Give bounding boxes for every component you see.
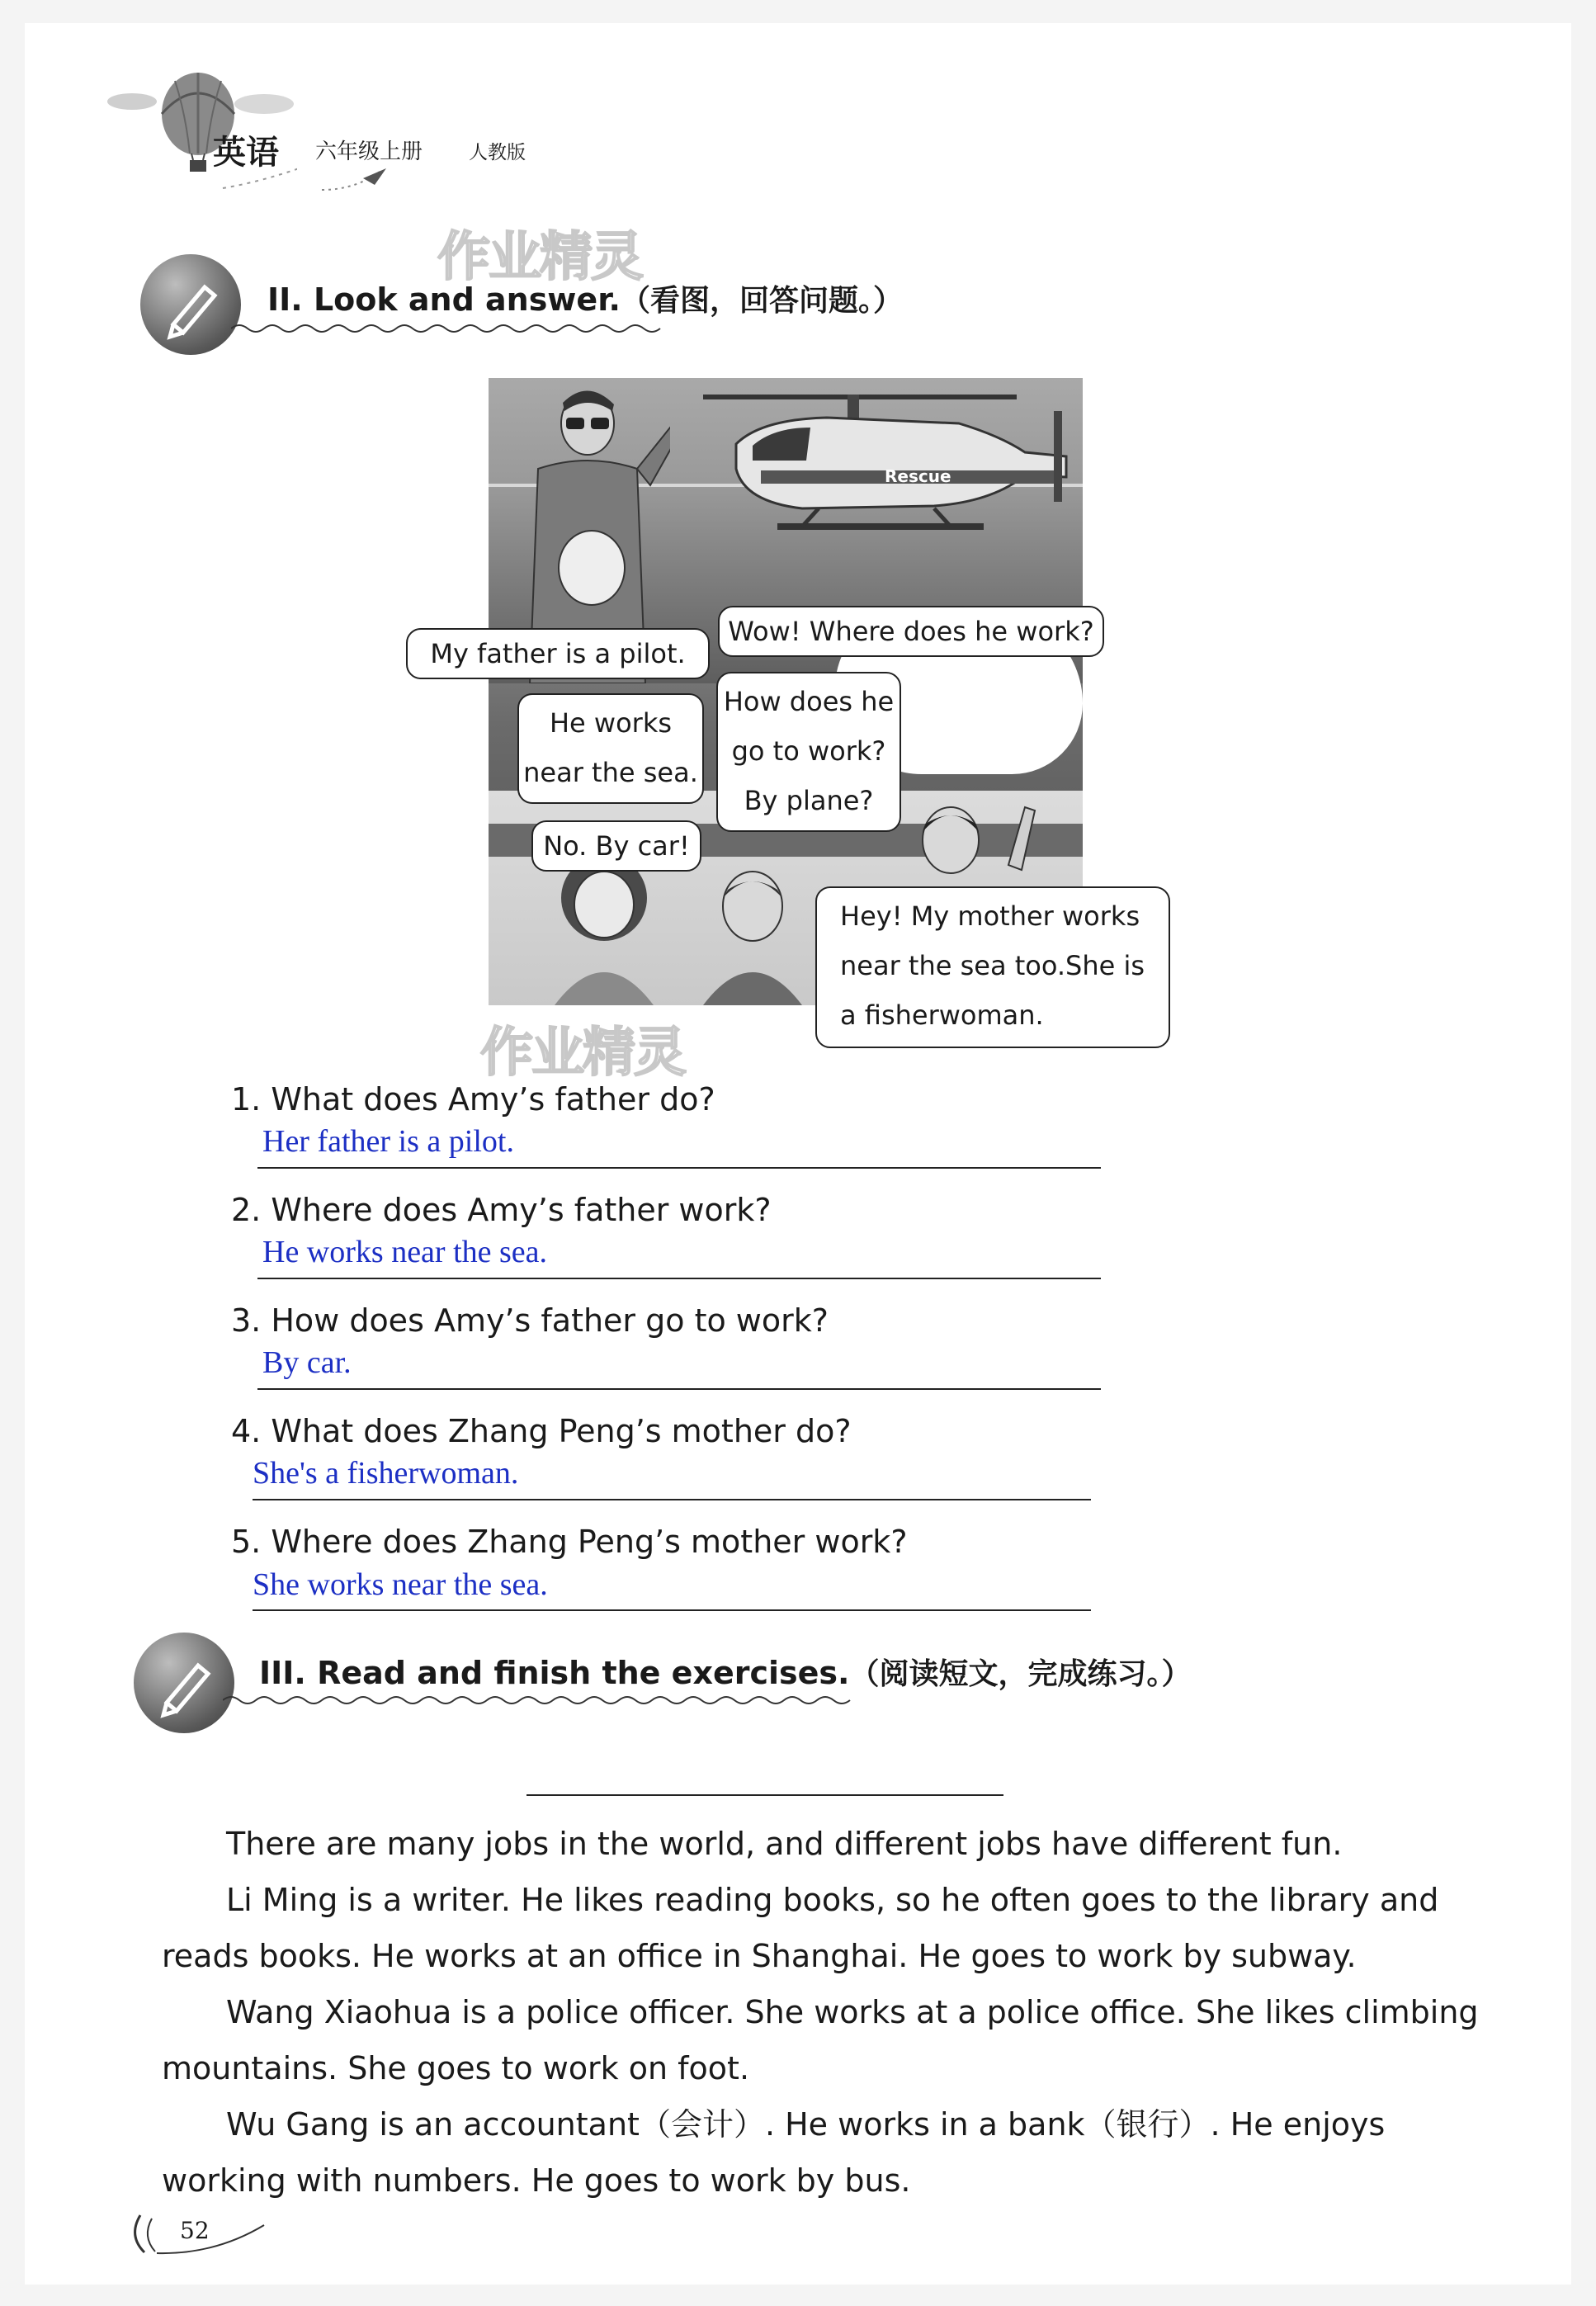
- reading-passage: [162, 1816, 1499, 2209]
- boy-figure: [695, 865, 810, 1005]
- bubble-mother-fisherwoman: [815, 886, 1170, 1048]
- page-number: 52: [180, 2217, 210, 2244]
- header-edition: 人教版: [469, 142, 526, 163]
- workbook-page: [25, 23, 1571, 2285]
- section-2-title: [267, 277, 903, 319]
- answer-3: By car.: [262, 1345, 352, 1380]
- bubble-line: Hey! My mother works: [840, 900, 1140, 932]
- bubble-line: He works: [549, 707, 673, 739]
- watermark: 作业精灵: [437, 227, 642, 288]
- answer-4: She's a fisherwoman.: [253, 1456, 519, 1491]
- bubble-line: By plane?: [744, 785, 874, 816]
- question-2: 2. Where does Amy’s father work?: [231, 1192, 772, 1228]
- pencil-badge-icon: [134, 1633, 234, 1733]
- answer-line: [257, 1167, 1101, 1169]
- question-3: 3. How does Amy’s father go to work?: [231, 1302, 829, 1339]
- bubble-by-car: [531, 820, 701, 872]
- title-blank-line[interactable]: [526, 1794, 1003, 1796]
- bubble-line: go to work?: [731, 735, 886, 767]
- paragraph-3: Wang Xiaohua is a police officer. She works at a police office. She likes climbing mountains. She goes to work on foot.: [162, 1994, 1479, 2086]
- question-1: 1. What does Amy’s father do?: [231, 1081, 715, 1118]
- section-3-title-en: III. Read and finish the exercises.: [259, 1655, 850, 1691]
- bubble-text: My father is a pilot.: [430, 638, 686, 669]
- bubble-text: Wow! Where does he work?: [728, 616, 1094, 647]
- bubble-line: a fisherwoman.: [840, 999, 1044, 1031]
- question-5: 5. Where does Zhang Peng’s mother work?: [231, 1524, 908, 1560]
- bubble-works-near-sea: [517, 693, 704, 804]
- answer-2: He works near the sea.: [262, 1235, 548, 1269]
- answer-line: [253, 1609, 1091, 1611]
- answer-1: Her father is a pilot.: [262, 1124, 514, 1159]
- question-4: 4. What does Zhang Peng’s mother do?: [231, 1413, 852, 1449]
- paragraph-4: Wu Gang is an accountant（会计）. He works in a bank（银行）. He enjoys working with numbers. He goes to work by bus.: [162, 2106, 1386, 2199]
- bubble-father-pilot: [406, 628, 710, 679]
- paragraph-2: Li Ming is a writer. He likes reading books, so he often goes to the library and reads books. He works at an office in Shanghai. He goes to work by subway.: [162, 1882, 1439, 1974]
- pencil-badge-icon: [140, 254, 241, 355]
- answer-line: [257, 1278, 1101, 1279]
- section-3-title: [259, 1651, 1191, 1693]
- helicopter: [637, 378, 1083, 576]
- paper-plane-icon: [322, 165, 388, 198]
- answer-line: [257, 1388, 1101, 1390]
- answer-5: She works near the sea.: [253, 1567, 548, 1602]
- header-subject: 英语: [213, 133, 279, 172]
- wavy-divider: [231, 320, 668, 337]
- header-grade: 六年级上册: [315, 139, 423, 164]
- section-2-title-cn: （看图，回答问题。）: [620, 284, 903, 318]
- bubble-text: No. By car!: [543, 830, 690, 862]
- bubble-how-go-work: [716, 672, 901, 832]
- section-2-title-en: II. Look and answer.: [267, 281, 621, 318]
- answer-line: [253, 1499, 1091, 1500]
- bubble-line: How does he: [723, 686, 895, 717]
- paragraph-1: There are many jobs in the world, and different jobs have different fun.: [226, 1826, 1343, 1862]
- helicopter-label: Rescue: [885, 466, 951, 486]
- section-3-title-cn: （阅读短文，完成练习。）: [849, 1657, 1192, 1691]
- watermark: 作业精灵: [480, 1023, 685, 1084]
- wavy-divider: [223, 1692, 866, 1708]
- bubble-where-work: [718, 606, 1104, 657]
- bubble-line: near the sea.: [523, 757, 698, 788]
- bubble-line: near the sea too.She is: [840, 950, 1145, 981]
